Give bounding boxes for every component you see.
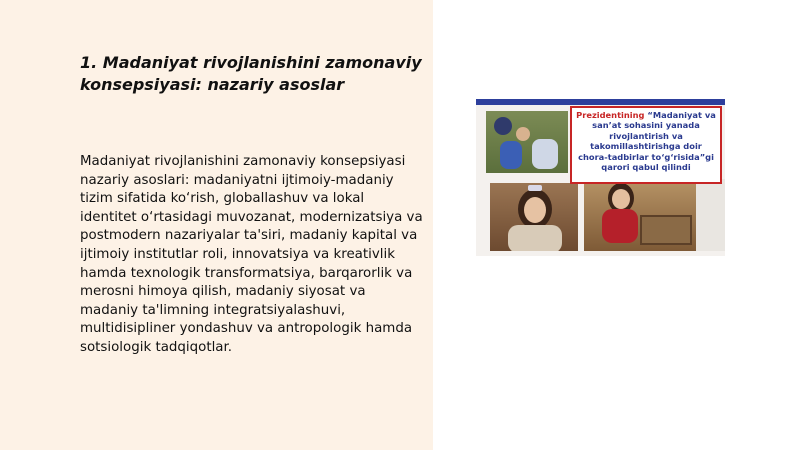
photo-performers [486, 111, 568, 173]
photo-woman-with-crown [490, 183, 578, 251]
slide-title: 1. Madaniyat rivojlanishini zamonaviy konsepsiyasi: nazariy asoslar [80, 53, 422, 94]
slide-image [476, 99, 725, 256]
decree-callout [570, 106, 722, 184]
callout-lead: Prezidentining [576, 110, 645, 120]
callout-text: “Madaniyat va san’at sohasini yanada rivojlantirish va takomillashtirishga doir chora-tadbirlar to‘g‘risida”gi qarori qabul qilindi [578, 110, 716, 173]
photo-edge-strip [696, 179, 725, 251]
slide-body-text: Madaniyat rivojlanishini zamonaviy konsepsiyasi nazariy asoslari: madaniyatni ijtimoiy-madaniy tizim sifatida ko‘rish, globallashuv va lokal identitet o‘rtasidagi muvozanat, modernizatsiya va postmodern nazariyalar ta'siri, madaniy kapital va ijtimoiy institutlar roli, innovatsiya va kreativlik hamda texnologik transformatsiya, barqarorlik va merosni himoya qilish, madaniy siyosat va madaniy ta'limning integratsiyalashuvi, multidisipliner yondashuv va antropologik hamda sotsiologik tadqiqotlar. [80, 154, 423, 355]
image-top-bar [476, 99, 725, 105]
photo-craftswoman [584, 179, 696, 251]
